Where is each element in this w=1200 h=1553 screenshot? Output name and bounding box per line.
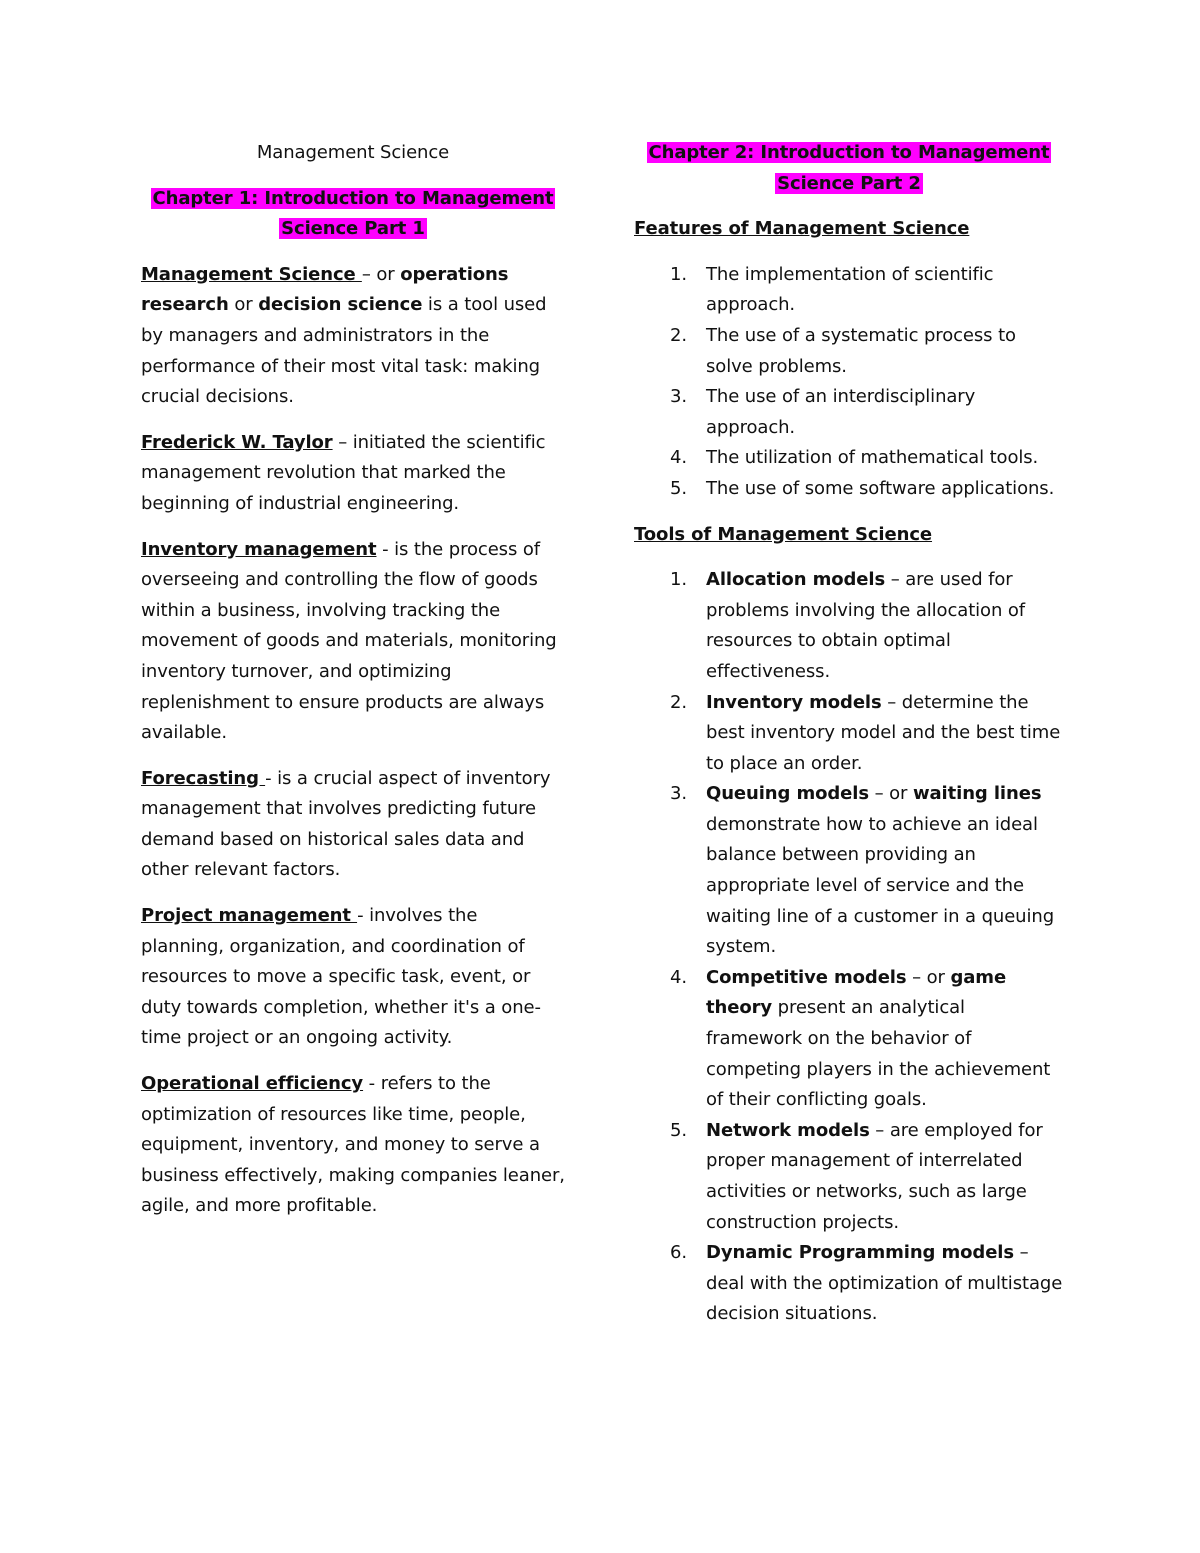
list-number: 5. — [670, 1119, 687, 1141]
list-item-text: The use of a systematic process to solve problems. — [706, 324, 1016, 377]
list-item-text: The use of some software applications. — [706, 477, 1055, 499]
list-number: 2. — [670, 691, 687, 713]
list-number: 3. — [670, 783, 687, 805]
definition-inventory-management — [141, 535, 565, 749]
tool-description: – are employed for proper management of interrelated activities or networks, such as large construction projects. — [706, 1119, 1043, 1233]
tool-description: demonstrate how to achieve an ideal balance between providing an appropriate level of service and the waiting line of a customer in a queuing system. — [706, 813, 1055, 958]
term-forecasting: Forecasting — [141, 767, 266, 789]
chapter-2-heading — [634, 138, 1064, 199]
list-number: 4. — [670, 447, 687, 469]
list-item — [634, 779, 1064, 963]
tools-heading: Tools of Management Science — [634, 523, 933, 545]
list-item-text: The use of an interdisciplinary approach. — [706, 386, 976, 438]
tool-name: Network models — [706, 1119, 870, 1141]
definition-connector: or — [228, 294, 259, 316]
features-heading: Features of Management Science — [634, 218, 970, 240]
definition-frederick-taylor — [141, 428, 565, 520]
list-number: 2. — [670, 324, 687, 346]
tool-name: Allocation models — [706, 569, 886, 591]
list-item — [634, 260, 1064, 321]
tool-connector: – or — [868, 783, 913, 805]
features-list — [634, 260, 1064, 505]
tool-name: Competitive models — [706, 966, 907, 988]
definition-management-science — [141, 260, 565, 413]
definition-separator: – or — [361, 263, 401, 285]
list-item — [634, 688, 1064, 780]
tool-alt-name: waiting lines — [912, 783, 1042, 805]
right-column — [634, 138, 1064, 1345]
term-inventory-management: Inventory management — [141, 538, 377, 560]
tool-description: – are used for problems involving the allocation of resources to obtain optimal effectiveness. — [706, 569, 1026, 682]
term-management-science: Management Science — [141, 263, 362, 285]
list-item — [634, 382, 1064, 443]
term-operational-efficiency: Operational efficiency — [141, 1073, 364, 1095]
definition-text: - is a crucial aspect of inventory management that involves predicting future demand based on historical sales data and other relevant factors. — [141, 767, 551, 881]
definition-text: – initiated the scientific management revolution that marked the beginning of industrial engineering. — [141, 431, 546, 514]
chapter-2-heading-text: Chapter 2: Introduction to Management Science Part 2 — [648, 142, 1050, 194]
tool-name: Dynamic Programming models — [706, 1242, 1014, 1264]
list-item — [634, 321, 1064, 382]
definition-text: is a tool used by managers and administrators in the performance of their most vital task: making crucial decisions. — [141, 294, 547, 408]
list-item-text: The implementation of scientific approach. — [706, 263, 994, 316]
list-item — [634, 963, 1064, 1116]
term-project-management: Project management — [141, 905, 358, 927]
tool-connector: – or — [906, 966, 951, 988]
document-title: Management Science — [256, 142, 450, 163]
list-number: 3. — [670, 386, 687, 408]
list-number: 6. — [670, 1242, 687, 1264]
list-item — [634, 1116, 1064, 1238]
tool-description: present an analytical framework on the behavior of competing players in the achievement of their conflicting goals. — [706, 997, 1051, 1111]
tools-list — [634, 565, 1064, 1330]
list-item — [634, 474, 1064, 505]
list-item — [634, 565, 1064, 687]
tool-alt-name: game theory — [706, 966, 1007, 1019]
list-number: 4. — [670, 966, 687, 988]
left-column — [141, 138, 565, 1237]
tool-description: – deal with the optimization of multistage decision situations. — [706, 1242, 1063, 1325]
definition-text: - refers to the optimization of resources like time, people, equipment, inventory, and money to serve a business effectively, making companies leaner, agile, and more profitable. — [141, 1073, 565, 1217]
list-item — [634, 443, 1064, 474]
tool-description: – determine the best inventory model and the best time to place an order. — [706, 691, 1061, 774]
list-number: 5. — [670, 477, 687, 499]
chapter-1-heading — [141, 184, 565, 245]
term-frederick-taylor: Frederick W. Taylor — [141, 431, 333, 453]
term-decision-science: decision science — [258, 294, 423, 316]
list-number: 1. — [670, 569, 687, 591]
definition-text: - involves the planning, organization, and coordination of resources to move a specific task, event, or duty towards completion, whether it's a one-time project or an ongoing activity. — [141, 905, 541, 1049]
definition-text: - is the process of overseeing and controlling the flow of goods within a business, involving tracking the movement of goods and materials, monitoring inventory turnover, and optimizing replenishment to ensure products are always available. — [141, 538, 557, 744]
list-number: 1. — [670, 263, 687, 285]
definition-operational-efficiency — [141, 1069, 565, 1222]
definition-project-management — [141, 901, 565, 1054]
term-operations-research: operations research — [141, 263, 509, 316]
tool-name: Inventory models — [706, 691, 882, 713]
tool-name: Queuing models — [706, 783, 869, 805]
chapter-1-heading-text: Chapter 1: Introduction to Management Science Part 1 — [152, 187, 554, 240]
list-item — [634, 1238, 1064, 1330]
definition-forecasting — [141, 764, 565, 886]
list-item-text: The utilization of mathematical tools. — [706, 447, 1039, 469]
